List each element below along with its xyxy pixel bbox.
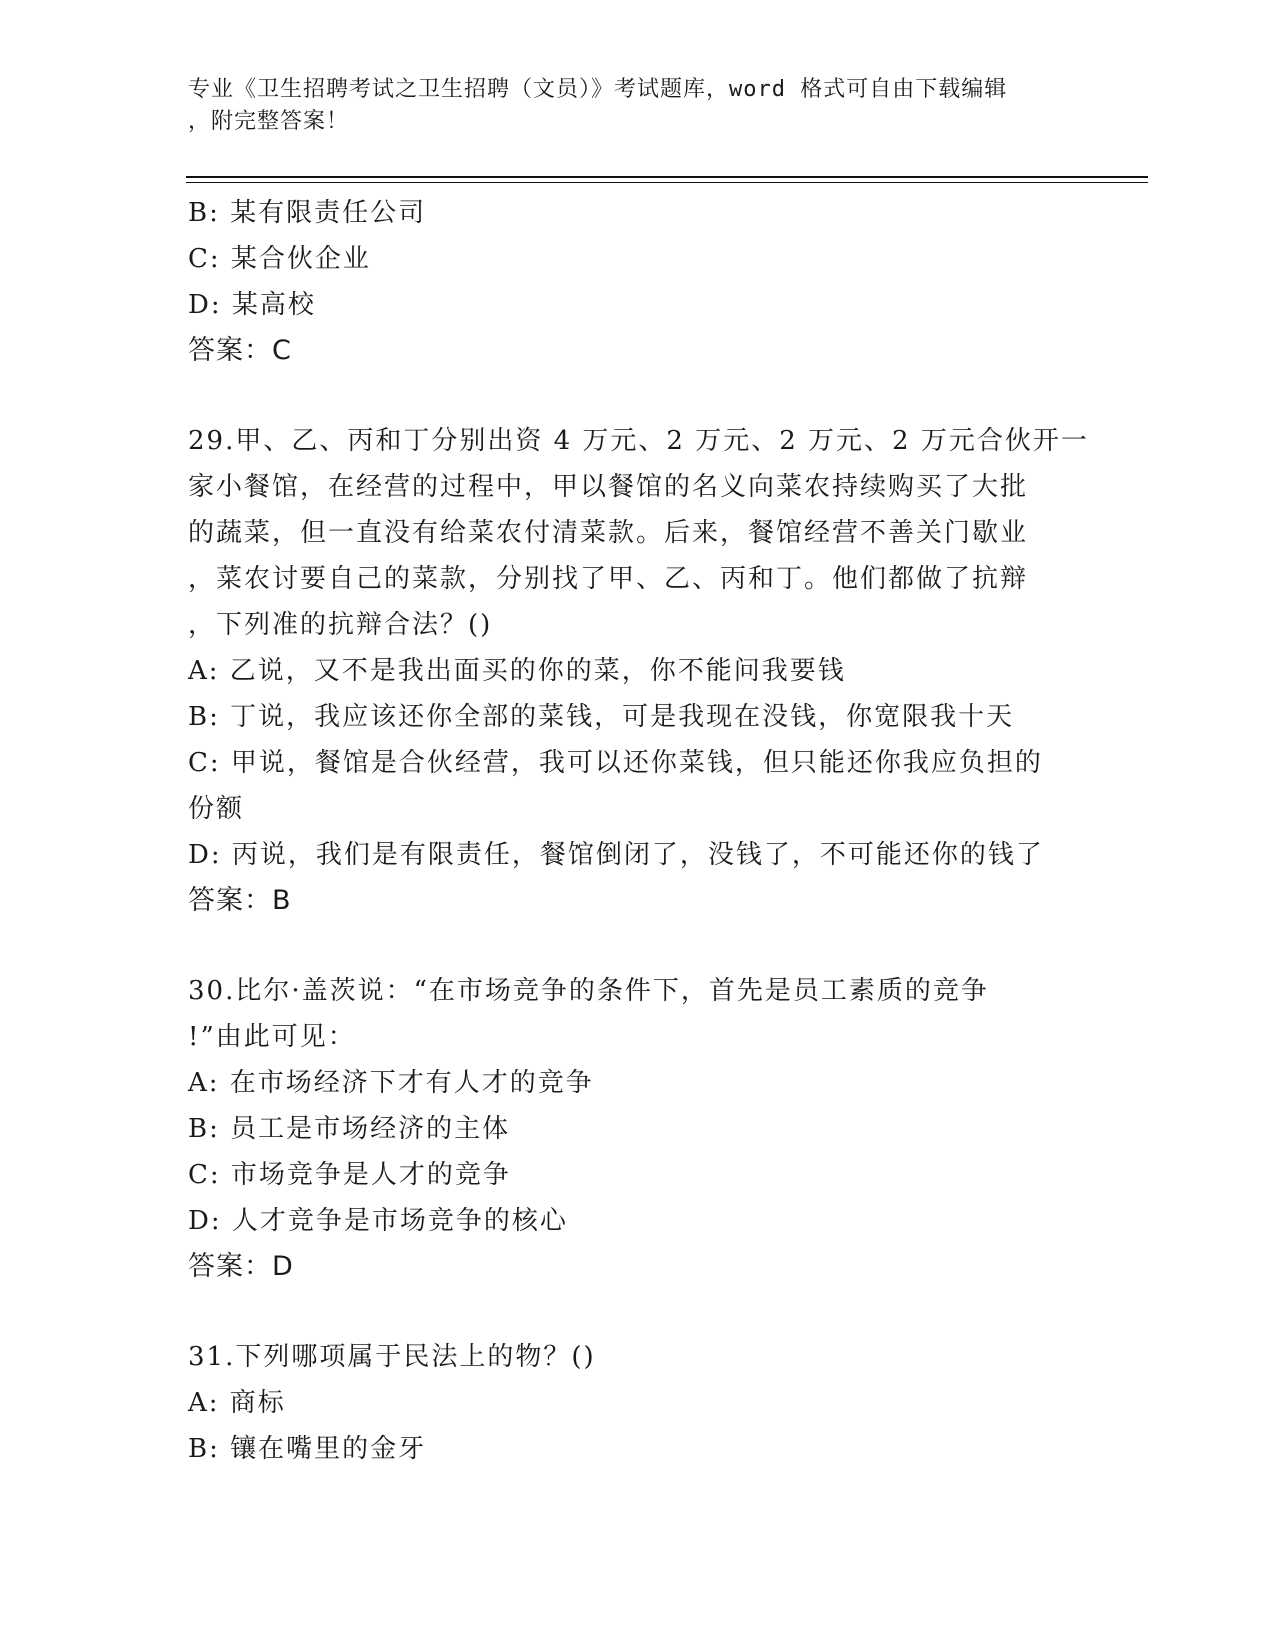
- answer-line: 答案：B: [188, 885, 292, 916]
- question-block-30: [188, 968, 1088, 1290]
- document-header: [188, 74, 1088, 138]
- spacer: [188, 1290, 1088, 1334]
- answer-line: 答案：D: [188, 1251, 294, 1282]
- option-b: B: 某有限责任公司: [188, 198, 427, 228]
- header-rule-thick: [186, 176, 1148, 178]
- spacer: [188, 924, 1088, 968]
- question-text-line: 的蔬菜，但一直没有给菜农付清菜款。后来，餐馆经营不善关门歇业: [188, 518, 1029, 548]
- question-text-line: ，菜农讨要自己的菜款，分别找了甲、乙、丙和丁。他们都做了抗辩: [188, 564, 1029, 594]
- question-text-line: 31.下列哪项属于民法上的物？(): [188, 1342, 596, 1372]
- option-c: C: 某合伙企业: [188, 244, 371, 274]
- question-block-31: [188, 1334, 1088, 1472]
- header-rule-thin: [186, 182, 1148, 183]
- option-d: D: 人才竞争是市场竞争的核心: [188, 1206, 568, 1236]
- answer-line: 答案：C: [188, 335, 292, 366]
- option-d: D: 丙说，我们是有限责任，餐馆倒闭了，没钱了，不可能还你的钱了: [188, 840, 1044, 870]
- question-text-line: 29.甲、乙、丙和丁分别出资 4 万元、2 万元、2 万元、2 万元合伙开一: [188, 426, 1089, 456]
- option-b: B: 镶在嘴里的金牙: [188, 1434, 427, 1464]
- document-body: [188, 190, 1088, 1472]
- question-text-line: 家小餐馆，在经营的过程中，甲以餐馆的名义向菜农持续购买了大批: [188, 472, 1029, 502]
- question-block-29: [188, 418, 1088, 924]
- header-line-2: ，附完整答案！: [188, 109, 350, 134]
- option-a: A: 在市场经济下才有人才的竞争: [188, 1068, 594, 1098]
- option-b: B: 员工是市场经济的主体: [188, 1114, 511, 1144]
- option-a: A: 乙说，又不是我出面买的你的菜，你不能问我要钱: [188, 656, 846, 686]
- option-c: C: 甲说，餐馆是合伙经营，我可以还你菜钱，但只能还你我应负担的: [188, 748, 1043, 778]
- question-text-line: 30.比尔·盖茨说：“在市场竞争的条件下，首先是员工素质的竞争: [188, 976, 989, 1006]
- option-c-continued: 份额: [188, 794, 245, 824]
- option-d: D: 某高校: [188, 290, 316, 320]
- header-line-1: 专业《卫生招聘考试之卫生招聘（文员）》考试题库，word 格式可自由下载编辑: [188, 77, 1008, 102]
- option-c: C: 市场竞争是人才的竞争: [188, 1160, 511, 1190]
- question-text-line: ，下列准的抗辩合法？(): [188, 610, 493, 640]
- option-b: B: 丁说，我应该还你全部的菜钱，可是我现在没钱，你宽限我十天: [188, 702, 1015, 732]
- question-text-line: !”由此可见：: [188, 1022, 356, 1052]
- option-a: A: 商标: [188, 1388, 286, 1418]
- question-block-28: [188, 190, 1088, 374]
- spacer: [188, 374, 1088, 418]
